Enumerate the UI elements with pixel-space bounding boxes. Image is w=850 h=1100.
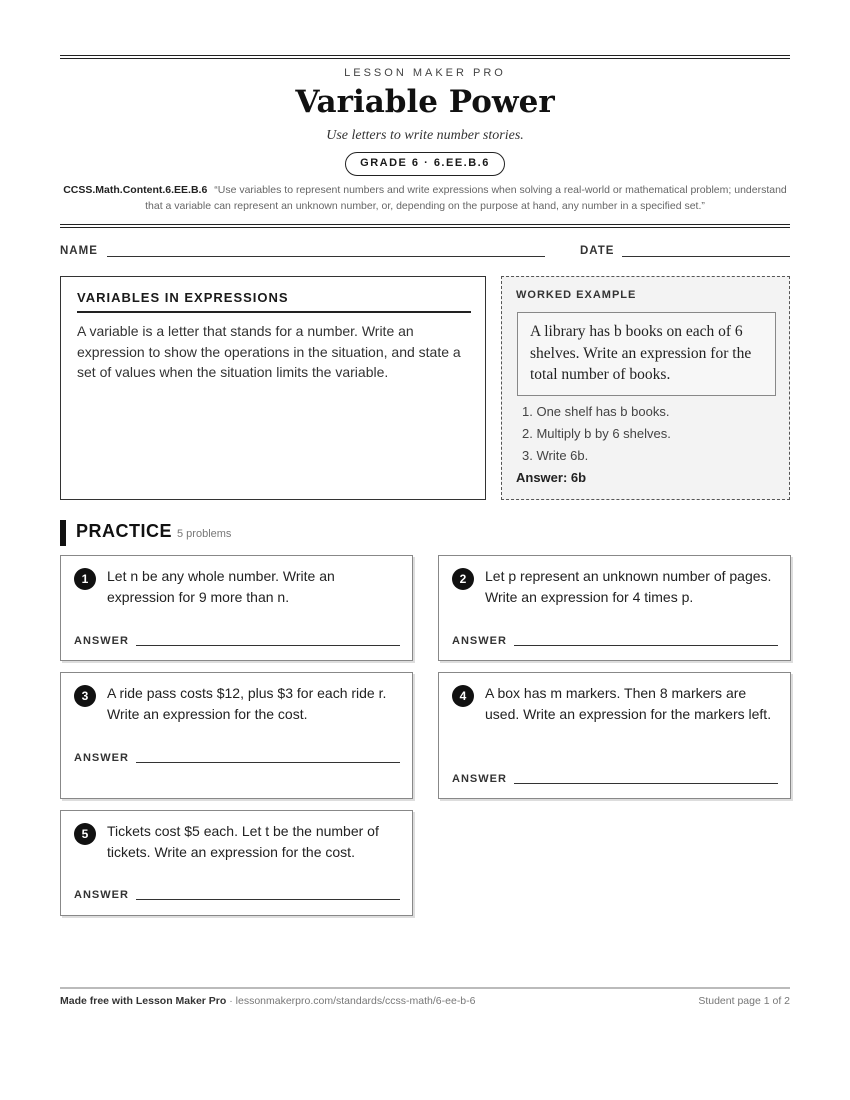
problem-text: A box has m markers. Then 8 markers are used. Write an expression for the markers left. — [485, 685, 772, 722]
footer-credit — [60, 995, 476, 1007]
problem-card-2 — [438, 555, 791, 661]
problem-card-1 — [60, 555, 413, 661]
problem-text: Tickets cost $5 each. Let t be the number of tickets. Write an expression for the cost. — [107, 823, 379, 860]
worked-example-step: 1. One shelf has b books. — [522, 404, 670, 419]
answer-field[interactable] — [514, 645, 778, 646]
worked-example-step: 2. Multiply b by 6 shelves. — [522, 426, 671, 441]
footer-rule — [60, 987, 790, 989]
answer-field[interactable] — [136, 899, 400, 900]
worksheet-page — [60, 0, 790, 1100]
answer-label: ANSWER — [452, 773, 507, 785]
worked-example-box — [501, 276, 790, 500]
standard-statement — [60, 182, 790, 214]
footer-made-with: Made free with Lesson Maker Pro — [60, 995, 227, 1007]
date-field[interactable] — [622, 256, 790, 257]
problem-text: Let n be any whole number. Write an expression for 9 more than n. — [107, 568, 335, 605]
answer-field[interactable] — [136, 645, 400, 646]
answer-label: ANSWER — [74, 889, 129, 901]
page-subtitle: Use letters to write number stories. — [326, 128, 524, 143]
problem-card-3 — [60, 672, 413, 799]
name-label: NAME — [60, 245, 98, 257]
header-bottom-rule — [60, 224, 790, 228]
practice-accent-bar — [60, 520, 66, 546]
problem-number: 4 — [452, 685, 474, 707]
footer-url[interactable]: · lessonmakerpro.com/standards/ccss-math/6-ee-b-6 — [226, 995, 476, 1007]
standard-code: CCSS.Math.Content.6.EE.B.6 — [63, 184, 208, 196]
standard-text: “Use variables to represent numbers and write expressions when solving a real-world or mathematical problem; understand that a variable can represent an unknown number, or, depending on the purpose at hand, any number in a specified set.” — [145, 184, 787, 212]
problem-number: 5 — [74, 823, 96, 845]
problem-number: 3 — [74, 685, 96, 707]
answer-label: ANSWER — [74, 635, 129, 647]
concept-box — [60, 276, 486, 500]
brand-name: LESSON MAKER PRO — [344, 67, 506, 79]
grade-badge: GRADE 6 · 6.EE.B.6 — [345, 152, 505, 176]
concept-text: A variable is a letter that stands for a number. Write an expression to show the operations in the situation, and state a set of values when the situation limits the variable. — [77, 323, 461, 380]
problem-card-4 — [438, 672, 791, 799]
answer-field[interactable] — [514, 783, 778, 784]
problem-number: 1 — [74, 568, 96, 590]
worked-example-answer: Answer: 6b — [516, 470, 587, 485]
worked-example-label: WORKED EXAMPLE — [516, 289, 637, 301]
problem-card-5 — [60, 810, 413, 916]
worked-example-problem: A library has b books on each of 6 shelves. Write an expression for the total number of books. — [517, 312, 776, 396]
answer-field[interactable] — [136, 762, 400, 763]
page-title: Variable Power — [295, 84, 555, 120]
problem-text: Let p represent an unknown number of pages. Write an expression for 4 times p. — [485, 568, 772, 605]
practice-count: 5 problems — [177, 528, 232, 540]
problem-number: 2 — [452, 568, 474, 590]
worked-example-steps — [522, 401, 671, 467]
practice-title: PRACTICE — [76, 521, 173, 541]
date-label: DATE — [580, 245, 615, 257]
worked-example-step: 3. Write 6b. — [522, 448, 589, 463]
header-top-rule — [60, 55, 790, 59]
name-field[interactable] — [107, 256, 545, 257]
answer-label: ANSWER — [74, 752, 129, 764]
footer-page-number: Student page 1 of 2 — [698, 995, 790, 1007]
answer-label: ANSWER — [452, 635, 507, 647]
concept-title: VARIABLES IN EXPRESSIONS — [77, 290, 471, 313]
problem-text: A ride pass costs $12, plus $3 for each ride r. Write an expression for the cost. — [107, 685, 387, 722]
